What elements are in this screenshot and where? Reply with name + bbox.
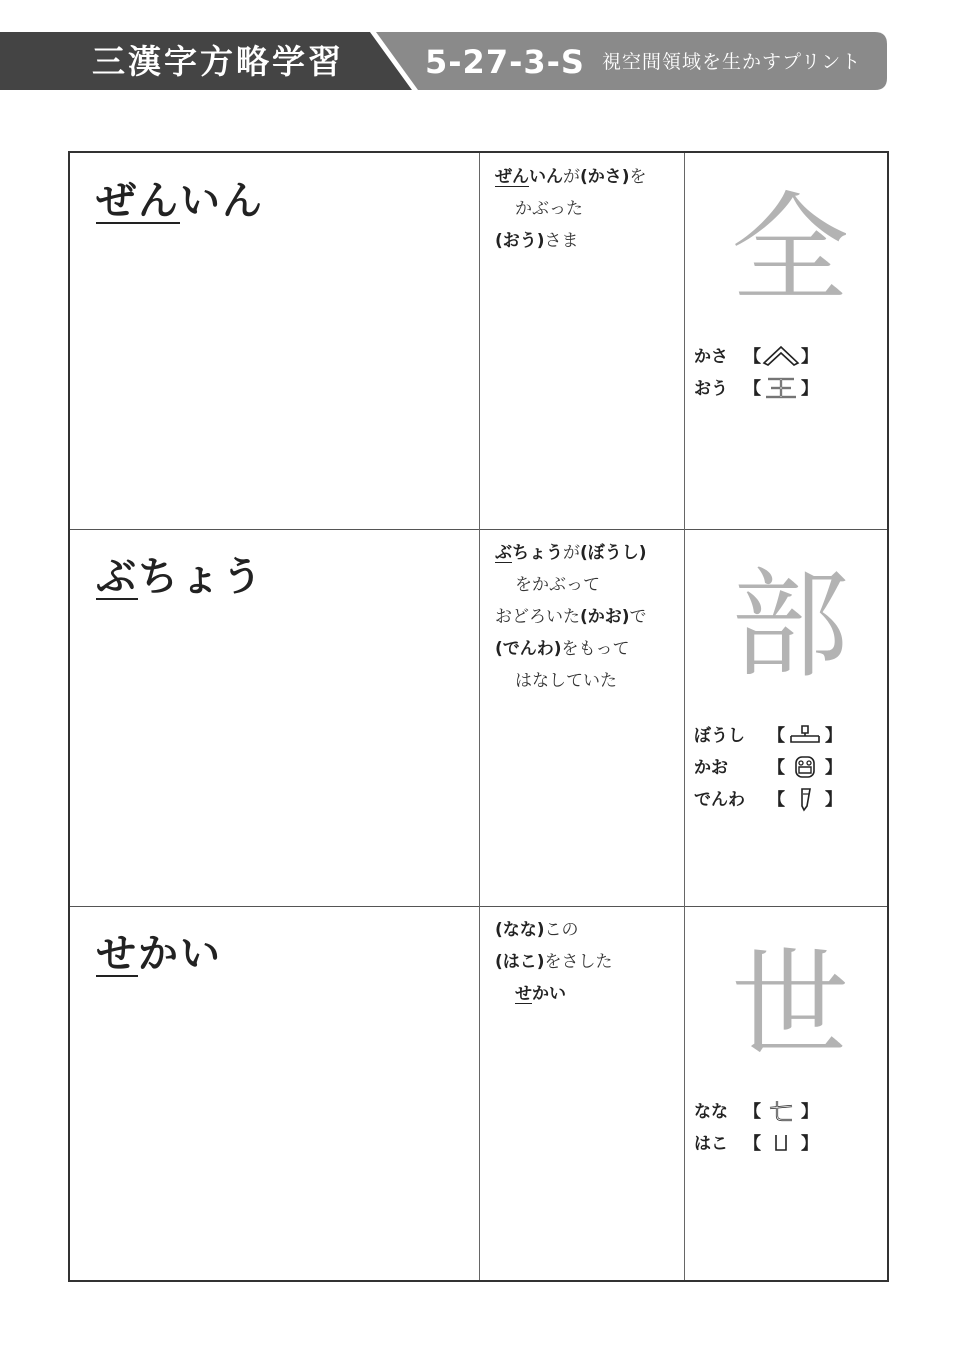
story-part: (ぼうし) (580, 543, 647, 563)
bracket-open: 【 (768, 790, 785, 810)
bracket-close: 】 (801, 1102, 818, 1122)
mnemonic-story (495, 537, 685, 697)
story-part: (かさ) (580, 167, 630, 187)
story-text: この (544, 920, 579, 940)
part-item (694, 373, 818, 405)
story-keyword: ぜん (495, 167, 529, 187)
story-keyword: ちょう (512, 543, 563, 563)
story-keyword: かい (532, 984, 566, 1004)
word-underlined-part: ぶ (96, 554, 138, 600)
part-label: ぼうし (694, 726, 745, 746)
column-divider (479, 153, 480, 1280)
story-text: を (629, 167, 647, 187)
story-line (495, 946, 685, 978)
bracket-close: 】 (825, 726, 842, 746)
word-rest: ちょう (138, 554, 264, 600)
bracket-open: 【 (744, 347, 761, 367)
word-underlined-part: せ (96, 931, 138, 977)
part-label: かお (694, 758, 728, 778)
bracket-close: 】 (801, 1134, 818, 1154)
bracket-open: 【 (744, 379, 761, 399)
seven-icon (761, 1098, 801, 1126)
target-word (96, 551, 264, 603)
story-line (495, 978, 685, 1010)
story-text: をもって (561, 639, 630, 659)
story-part: (でんわ) (495, 639, 562, 659)
word-rest: いん (180, 178, 264, 224)
part-label: なな (694, 1102, 728, 1122)
word-underlined-part: ぜん (96, 178, 180, 224)
story-line (495, 633, 685, 665)
story-text: で (629, 607, 647, 627)
story-text: をさした (544, 952, 613, 972)
parts-list (694, 1096, 818, 1160)
bracket-close: 】 (801, 347, 818, 367)
story-line (495, 161, 685, 193)
hat-icon (785, 722, 825, 750)
story-keyword: いん (529, 167, 563, 187)
bracket-open: 【 (768, 726, 785, 746)
mnemonic-story (495, 161, 685, 257)
story-line (495, 665, 685, 697)
story-text: をかぶって (515, 575, 600, 595)
story-line (495, 537, 685, 569)
worksheet-table (68, 151, 889, 1282)
story-text: かぶった (515, 199, 583, 219)
target-kanji: 世 (730, 936, 849, 1074)
bracket-open: 【 (744, 1102, 761, 1122)
part-item (694, 1096, 818, 1128)
story-line (495, 601, 685, 633)
story-part: (なな) (495, 920, 545, 940)
target-word (96, 928, 222, 980)
part-item (694, 752, 842, 784)
story-line (495, 914, 685, 946)
story-keyword: せ (515, 984, 532, 1004)
part-label: おう (694, 379, 728, 399)
worksheet-subtitle: 視空間領域を生かすプリント (602, 51, 862, 73)
bracket-close: 】 (825, 790, 842, 810)
worksheet-title: 三漢字方略学習 (92, 42, 344, 81)
part-label: はこ (694, 1134, 728, 1154)
story-text: おどろいた (495, 607, 580, 627)
bracket-open: 【 (744, 1134, 761, 1154)
part-label: でんわ (694, 790, 745, 810)
king-icon (761, 375, 801, 403)
story-text: が (563, 543, 580, 563)
box-icon (761, 1130, 801, 1158)
story-text: はなしていた (515, 671, 617, 691)
story-line (495, 569, 685, 601)
story-text: が (563, 167, 580, 187)
part-item (694, 784, 842, 816)
phone-icon (785, 786, 825, 814)
mnemonic-story (495, 914, 685, 1010)
story-part: (かお) (580, 607, 630, 627)
bracket-open: 【 (768, 758, 785, 778)
part-item (694, 341, 818, 373)
roof-icon (761, 343, 801, 371)
target-word (96, 175, 264, 227)
story-keyword: ぶ (495, 543, 512, 563)
part-item (694, 720, 842, 752)
story-part: (はこ) (495, 952, 545, 972)
part-label: かさ (694, 347, 728, 367)
target-kanji: 全 (730, 180, 849, 318)
column-divider (684, 153, 685, 1280)
bracket-close: 】 (801, 379, 818, 399)
parts-list (694, 720, 842, 816)
story-line (495, 193, 685, 225)
parts-list (694, 341, 818, 405)
word-rest: かい (138, 931, 222, 977)
worksheet-code: 5-27-3-S (425, 43, 585, 81)
part-item (694, 1128, 818, 1160)
face-icon (785, 754, 825, 782)
story-line (495, 225, 685, 257)
bracket-close: 】 (825, 758, 842, 778)
story-part: (おう) (495, 231, 545, 251)
story-text: さま (544, 231, 579, 251)
target-kanji: 部 (730, 556, 849, 694)
